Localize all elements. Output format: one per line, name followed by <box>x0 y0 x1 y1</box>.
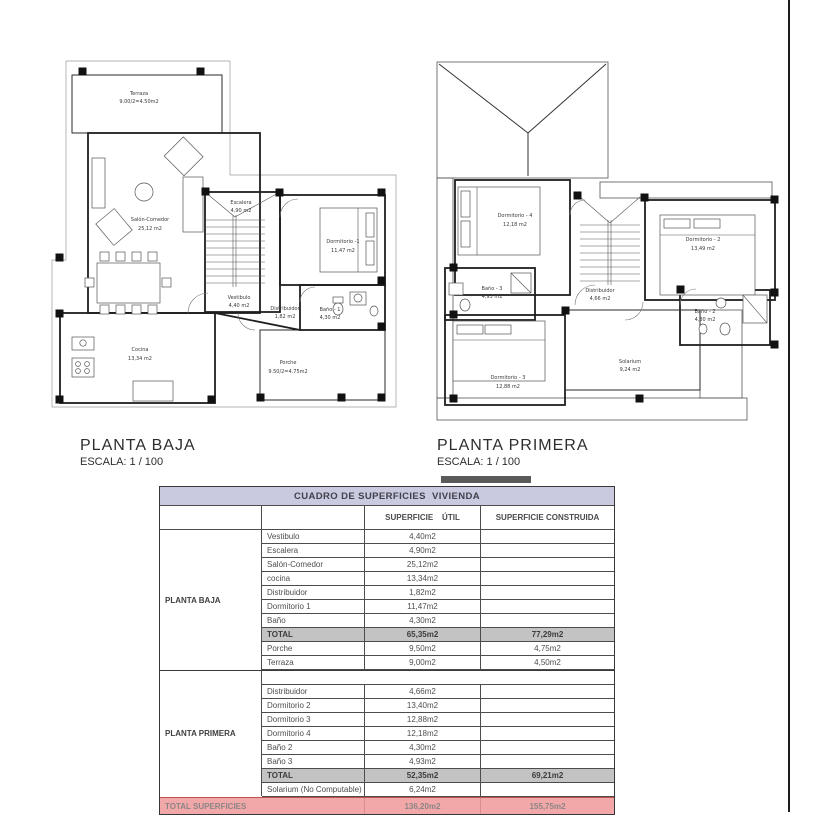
table-body <box>160 530 614 797</box>
room-label-dormitorio3: Dormitorio - 3 <box>490 375 526 381</box>
room-label-dormitorio2: Dormitorio - 2 <box>685 237 721 243</box>
table-cell: Baño <box>262 614 365 628</box>
table-row <box>262 572 614 586</box>
table-row <box>262 544 614 558</box>
room-area-bano1: 4,30 m2 <box>319 315 341 321</box>
table-cell: Dormitorio 3 <box>262 713 365 727</box>
room-area-salon: 25,12 m2 <box>138 226 162 232</box>
header-cell-group <box>160 506 262 529</box>
table-cell <box>481 699 614 713</box>
table-cell: 4,66m2 <box>365 685 481 699</box>
table-cell: 4,30m2 <box>365 741 481 755</box>
plan-title-block-primera <box>437 437 589 468</box>
room-label-distribuidor: Distribuidor <box>270 306 300 312</box>
table-cell: Distribuidor <box>262 685 365 699</box>
bed-dormitorio-2 <box>660 215 755 295</box>
group-label: PLANTA PRIMERA <box>160 670 262 796</box>
table-cell <box>481 586 614 600</box>
room-label-terraza: Terraza <box>129 91 149 97</box>
table-row <box>262 558 614 572</box>
plan-title-block-baja <box>80 437 196 468</box>
table-cell: Porche <box>262 642 365 656</box>
floor-plan-planta-primera <box>425 55 805 440</box>
room-label-dormitorio4: Dormitorio - 4 <box>497 213 533 219</box>
table-cell: Dormitorio 1 <box>262 600 365 614</box>
plan-scale-baja: ESCALA: 1 / 100 <box>80 456 164 468</box>
table-row <box>262 741 614 755</box>
bed-dormitorio-4 <box>458 187 540 255</box>
table-cell: TOTAL <box>262 769 365 783</box>
table-cell: cocina <box>262 572 365 586</box>
surface-table <box>159 486 615 815</box>
table-cell: 4,75m2 <box>481 642 614 656</box>
room-label-bano1: Baño - 1 <box>319 307 341 313</box>
table-row <box>262 600 614 614</box>
plan-title-primera: PLANTA PRIMERA <box>437 437 589 454</box>
table-row <box>262 642 614 656</box>
table-row <box>262 614 614 628</box>
table-cell: 77,29m2 <box>481 628 614 642</box>
footer-construida: 155,75m2 <box>529 801 566 811</box>
stairs <box>580 197 640 285</box>
table-cell: Escalera <box>262 544 365 558</box>
room-label-distribuidor: Distribuidor <box>585 288 615 294</box>
table-cell: Baño 3 <box>262 755 365 769</box>
table-cell <box>481 713 614 727</box>
room-area-porche: 9.50/2=4.75m2 <box>268 369 308 375</box>
table-rows-column <box>262 530 614 797</box>
table-cell <box>481 530 614 544</box>
table-row <box>262 769 614 783</box>
header-cell-util: SUPERFICIE ÚTIL <box>365 506 481 529</box>
footer-label: TOTAL SUPERFICIES <box>160 798 365 814</box>
table-cell: 4,93m2 <box>365 755 481 769</box>
table-header <box>160 506 614 530</box>
room-label-vestibulo: Vestibulo <box>227 295 251 301</box>
room-label-bano2: Baño - 2 <box>694 309 716 315</box>
table-cell: 11,47m2 <box>365 600 481 614</box>
table-cell <box>481 755 614 769</box>
table-cell: 9,00m2 <box>365 656 481 670</box>
room-area-dormitorio4: 12,18 m2 <box>503 222 527 228</box>
room-label-porche: Porche <box>279 360 297 366</box>
table-row <box>262 586 614 600</box>
group-label: PLANTA BAJA <box>160 530 262 670</box>
table-row <box>262 530 614 544</box>
table-footer-row <box>160 797 614 814</box>
room-area-bano2: 4,30 m2 <box>694 317 716 323</box>
table-cell: Dormitorio 4 <box>262 727 365 741</box>
table-cell: 6,24m2 <box>365 783 481 797</box>
table-cell: 25,12m2 <box>365 558 481 572</box>
table-cell <box>481 614 614 628</box>
room-area-dormitorio2: 13,49 m2 <box>691 246 715 252</box>
plan-scale-primera: ESCALA: 1 / 100 <box>437 456 521 468</box>
room-label-bano3: Baño - 3 <box>481 286 503 292</box>
plan-title-baja: PLANTA BAJA <box>80 437 196 454</box>
table-row <box>262 628 614 642</box>
spacer-row <box>262 670 614 685</box>
header-cell-room <box>262 506 365 529</box>
room-label-escalera: Escalera <box>230 200 252 206</box>
table-row <box>262 656 614 670</box>
table-row <box>262 713 614 727</box>
footer-util: 136,20m2 <box>365 798 481 814</box>
room-area-cocina: 13,34 m2 <box>128 356 152 362</box>
stairs <box>205 192 280 287</box>
table-cell <box>481 741 614 755</box>
room-label-salon: Salón-Comedor <box>130 217 170 223</box>
table-cell: Terraza <box>262 656 365 670</box>
table-cell <box>481 572 614 586</box>
table-cell: 4,30m2 <box>365 614 481 628</box>
table-row <box>262 727 614 741</box>
table-cell: 9,50m2 <box>365 642 481 656</box>
table-cell: 13,34m2 <box>365 572 481 586</box>
bed-dormitorio-3 <box>453 321 545 381</box>
table-cell: 52,35m2 <box>365 769 481 783</box>
gray-bar <box>441 476 531 483</box>
room-label-cocina: Cocina <box>131 347 149 353</box>
table-cell <box>481 685 614 699</box>
table-cell <box>481 558 614 572</box>
room-area-distribuidor: 1,82 m2 <box>274 314 296 320</box>
table-cell: 12,18m2 <box>365 727 481 741</box>
table-row <box>262 699 614 713</box>
room-label-dormitorio1: Dormitorio -1 <box>326 239 360 245</box>
room-area-escalera: 4,90 m2 <box>230 208 252 214</box>
room-label-solarium: Solarium <box>618 359 642 365</box>
sheet-right-border <box>788 0 790 812</box>
table-cell: 4,40m2 <box>365 530 481 544</box>
header-cell-construida: SUPERFICIE CONSTRUIDA <box>495 513 600 522</box>
table-cell: 4,50m2 <box>481 656 614 670</box>
table-cell: Distribuidor <box>262 586 365 600</box>
table-cell <box>481 600 614 614</box>
table-cell: Vestibulo <box>262 530 365 544</box>
room-area-dormitorio1: 11,47 m2 <box>331 248 355 254</box>
table-row <box>262 783 614 797</box>
table-cell: Baño 2 <box>262 741 365 755</box>
room-area-vestibulo: 4,40 m2 <box>228 303 250 309</box>
table-cell: Salón-Comedor <box>262 558 365 572</box>
table-cell: 69,21m2 <box>481 769 614 783</box>
table-title: CUADRO DE SUPERFICIES VIVIENDA <box>160 487 614 506</box>
table-cell: TOTAL <box>262 628 365 642</box>
table-cell: Dormitorio 2 <box>262 699 365 713</box>
kitchen-fixtures <box>72 337 173 401</box>
table-cell <box>481 544 614 558</box>
table-cell: 13,40m2 <box>365 699 481 713</box>
table-cell: 1,82m2 <box>365 586 481 600</box>
table-cell: 4,90m2 <box>365 544 481 558</box>
room-area-solarium: 9,24 m2 <box>619 367 641 373</box>
table-row <box>262 755 614 769</box>
table-cell: 12,88m2 <box>365 713 481 727</box>
table-cell: Solarium (No Computable) <box>262 783 365 797</box>
room-area-dormitorio3: 12,88 m2 <box>496 384 520 390</box>
table-group-column <box>160 530 262 797</box>
room-area-bano3: 4,93 m2 <box>481 294 503 300</box>
table-cell: 65,35m2 <box>365 628 481 642</box>
room-area-distribuidor: 4,66 m2 <box>589 296 611 302</box>
table-cell <box>481 727 614 741</box>
room-area-terraza: 9.00/2=4.50m2 <box>119 99 159 105</box>
table-cell <box>481 783 614 797</box>
floor-plan-planta-baja <box>38 55 410 427</box>
table-row <box>262 685 614 699</box>
